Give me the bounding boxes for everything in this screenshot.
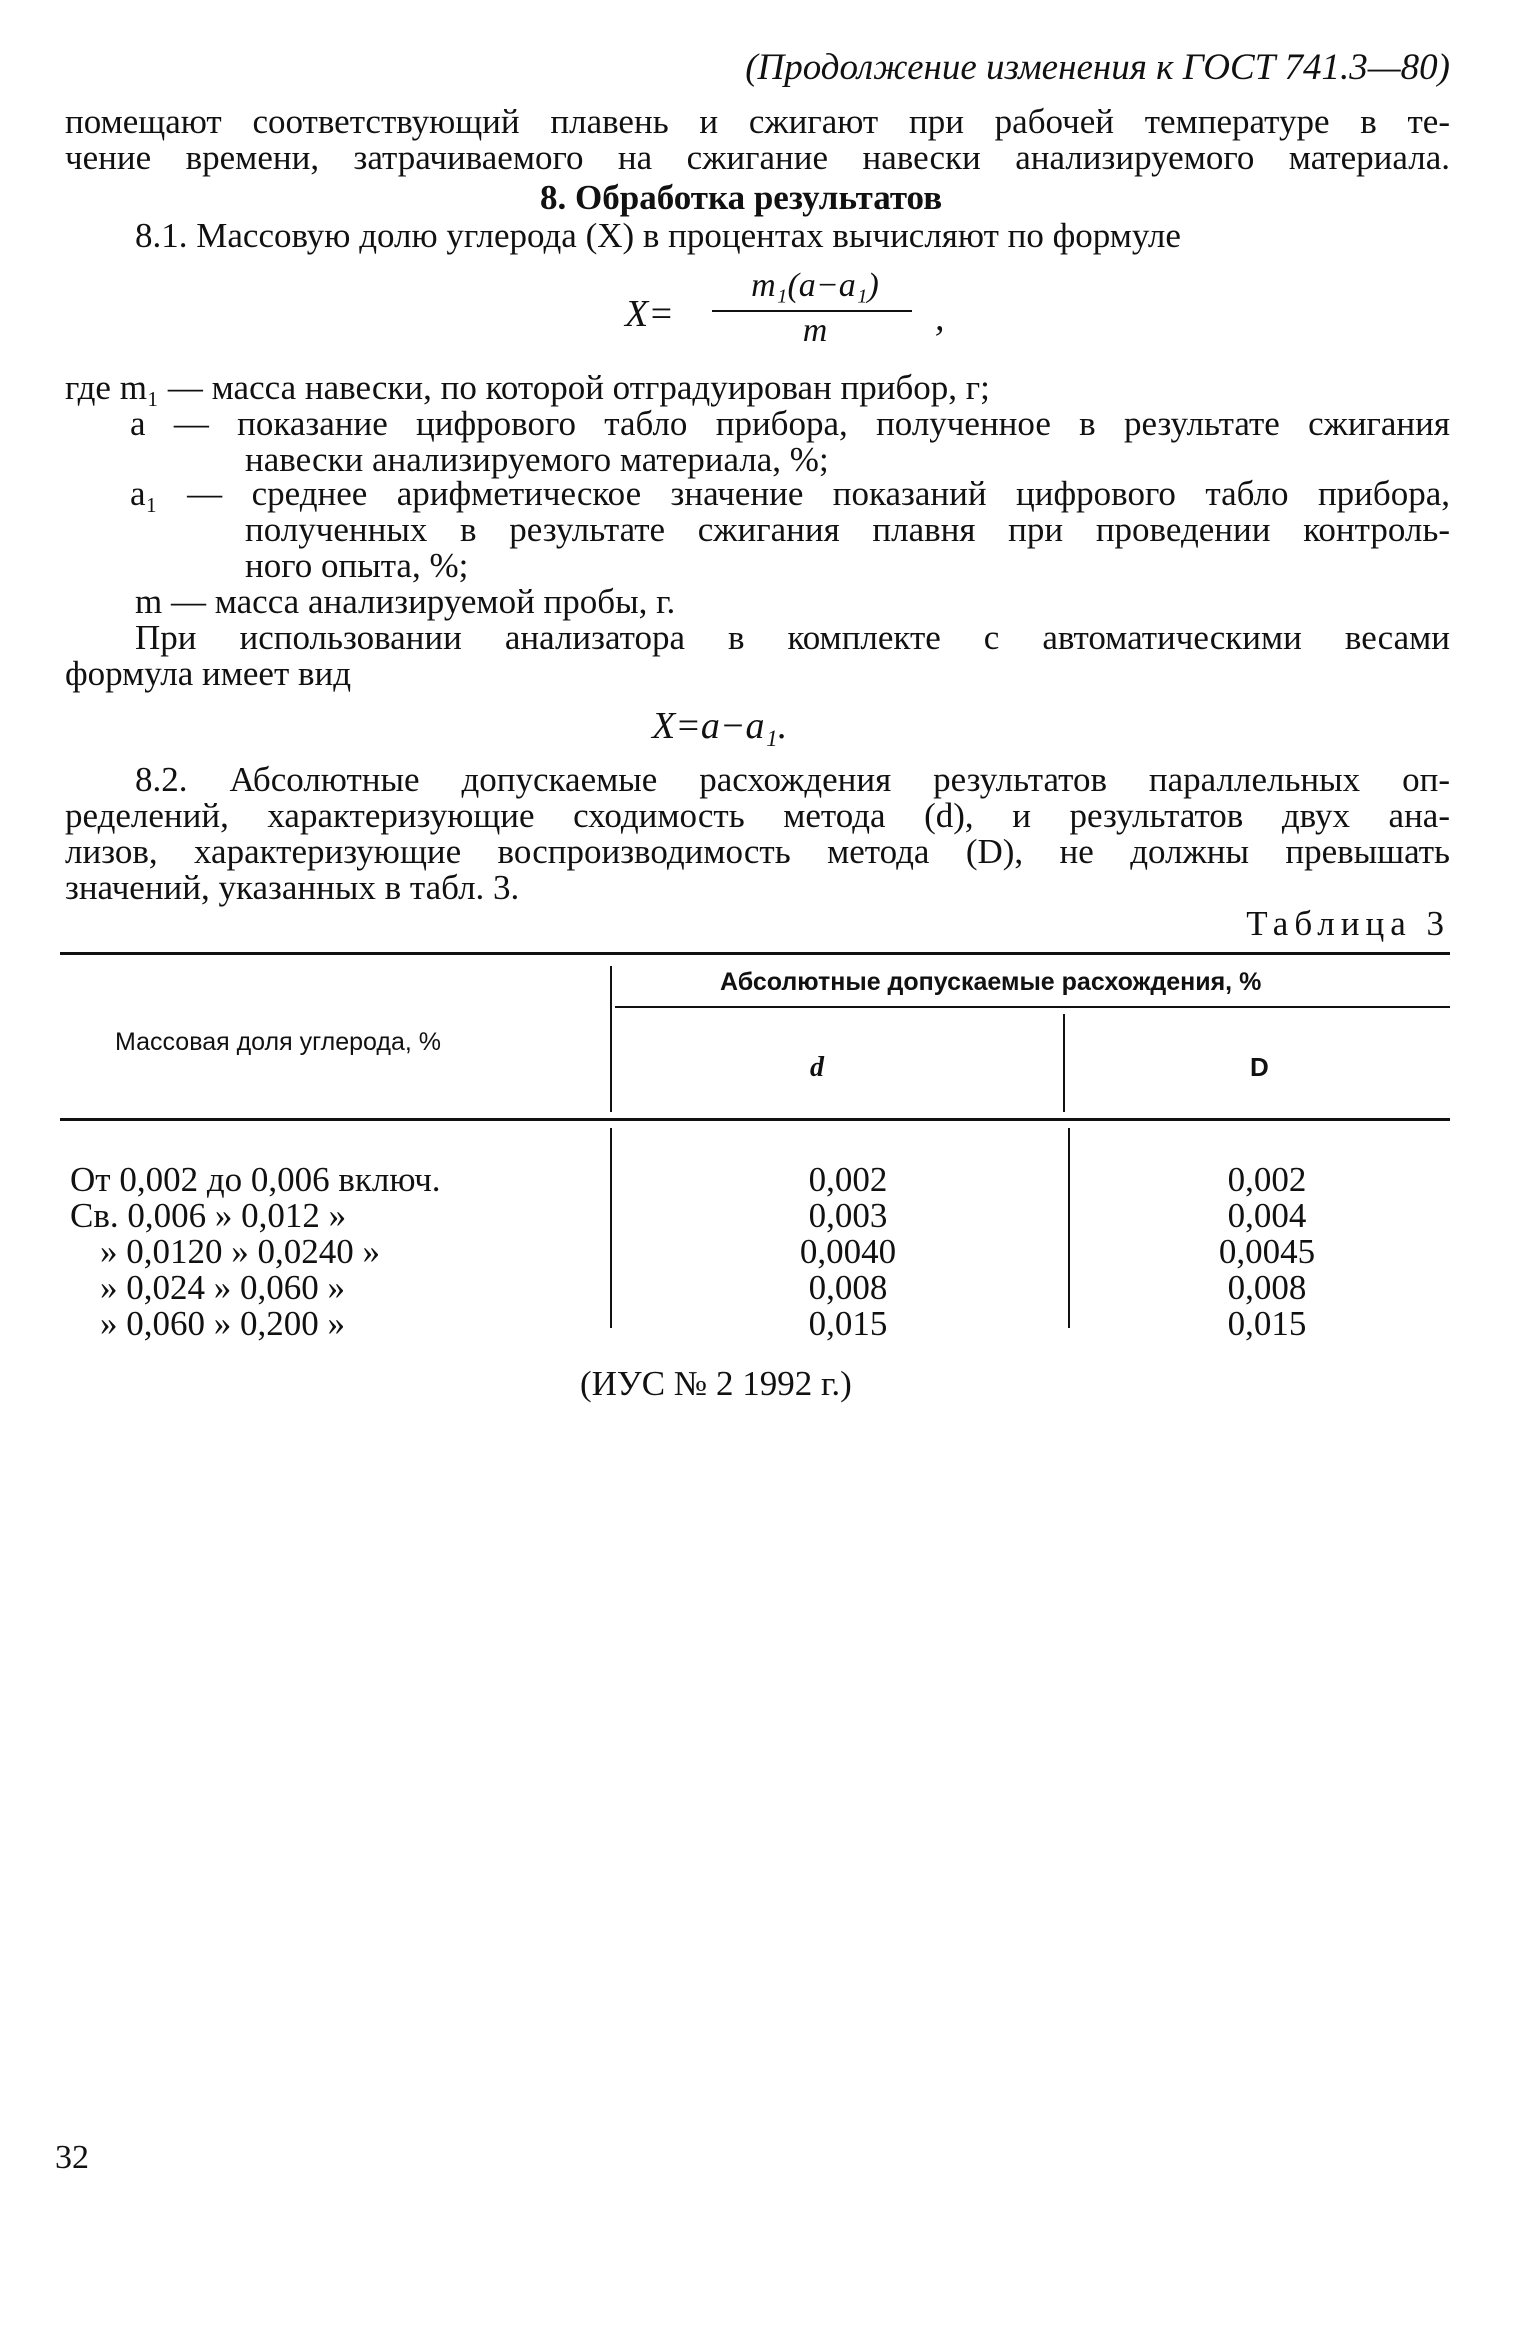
definition-m: m — масса анализируемой пробы, г. bbox=[135, 582, 676, 621]
source-note: (ИУС № 2 1992 г.) bbox=[580, 1364, 852, 1403]
section-title: 8. Обработка результатов bbox=[540, 178, 943, 217]
column-header-D: D bbox=[1250, 1052, 1269, 1082]
row-5-d: 0,015 bbox=[808, 1304, 888, 1343]
formula-2: X=a−a₁. bbox=[652, 705, 788, 747]
auto-line-2: формула имеет вид bbox=[65, 654, 352, 693]
paragraph-8-1: 8.1. Массовую долю углерода (X) в процентах вычисляют по формуле bbox=[135, 216, 1181, 255]
table-col1-divider-header bbox=[610, 966, 612, 1112]
definition-a1-line-1: a₁ — среднее арифметическое значение показаний цифрового табло прибора, bbox=[130, 474, 1450, 513]
table-group-rule bbox=[615, 1006, 1450, 1008]
column-header-carbon: Массовая доля углерода, % bbox=[115, 1028, 442, 1056]
formula-lhs: X= bbox=[625, 293, 674, 335]
row-1-D: 0,002 bbox=[1227, 1160, 1307, 1199]
row-3-d: 0,0040 bbox=[799, 1232, 897, 1271]
table-col2-divider-header bbox=[1063, 1014, 1065, 1112]
formula-comma: , bbox=[935, 297, 945, 339]
row-5-D: 0,015 bbox=[1227, 1304, 1307, 1343]
row-2-range: Св. 0,006 » 0,012 » bbox=[70, 1196, 347, 1235]
row-5-range: » 0,060 » 0,200 » bbox=[100, 1304, 345, 1343]
page-number: 32 bbox=[55, 2139, 89, 2176]
intro-line-2: чение времени, затрачиваемого на сжигание навески анализируемого материала. bbox=[65, 138, 1450, 177]
group-header-tolerances: Абсолютные допускаемые расхождения, % bbox=[720, 968, 1262, 996]
paragraph-8-2-line-2: ределений, характеризующие сходимость метода (d), и результатов двух ана- bbox=[65, 796, 1450, 835]
row-2-D: 0,004 bbox=[1227, 1196, 1307, 1235]
table-col2-divider-body bbox=[1068, 1128, 1070, 1328]
auto-line-1: При использовании анализатора в комплекте с автоматическими весами bbox=[135, 618, 1450, 657]
row-1-d: 0,002 bbox=[808, 1160, 888, 1199]
column-header-d: d bbox=[810, 1052, 824, 1083]
paragraph-8-2-line-3: лизов, характеризующие воспроизводимость метода (D), не должны превышать bbox=[65, 832, 1450, 871]
paragraph-8-2-line-4: значений, указанных в табл. 3. bbox=[65, 868, 520, 907]
intro-line-1: помещают соответствующий плавень и сжигают при рабочей температуре в те- bbox=[65, 102, 1450, 141]
paragraph-8-2-line-1: 8.2. Абсолютные допускаемые расхождения результатов параллельных оп- bbox=[135, 760, 1450, 799]
row-4-range: » 0,024 » 0,060 » bbox=[100, 1268, 345, 1307]
formula-denominator: m bbox=[802, 312, 828, 349]
definition-a-line-2: навески анализируемого материала, %; bbox=[245, 440, 829, 479]
definition-a-line-1: a — показание цифрового табло прибора, полученное в результате сжигания bbox=[130, 404, 1450, 443]
row-1-range: От 0,002 до 0,006 включ. bbox=[70, 1160, 441, 1199]
definition-a1-line-3: ного опыта, %; bbox=[245, 546, 469, 585]
row-3-range: » 0,0120 » 0,0240 » bbox=[100, 1232, 380, 1271]
table-caption: Таблица 3 bbox=[1246, 904, 1450, 943]
definition-a1-line-2: полученных в результате сжигания плавня при проведении контроль- bbox=[245, 510, 1450, 549]
definition-m1: где m₁ — масса навески, по которой отградуирован прибор, г; bbox=[65, 368, 990, 407]
page-header: (Продолжение изменения к ГОСТ 741.3—80) bbox=[745, 47, 1450, 88]
table-top-rule bbox=[60, 952, 1450, 955]
row-4-d: 0,008 bbox=[808, 1268, 888, 1307]
row-2-d: 0,003 bbox=[808, 1196, 888, 1235]
row-4-D: 0,008 bbox=[1227, 1268, 1307, 1307]
formula-numerator: m₁(a−a₁) bbox=[751, 267, 879, 304]
table-header-rule bbox=[60, 1118, 1450, 1121]
row-3-D: 0,0045 bbox=[1218, 1232, 1316, 1271]
table-col1-divider-body bbox=[610, 1128, 612, 1328]
